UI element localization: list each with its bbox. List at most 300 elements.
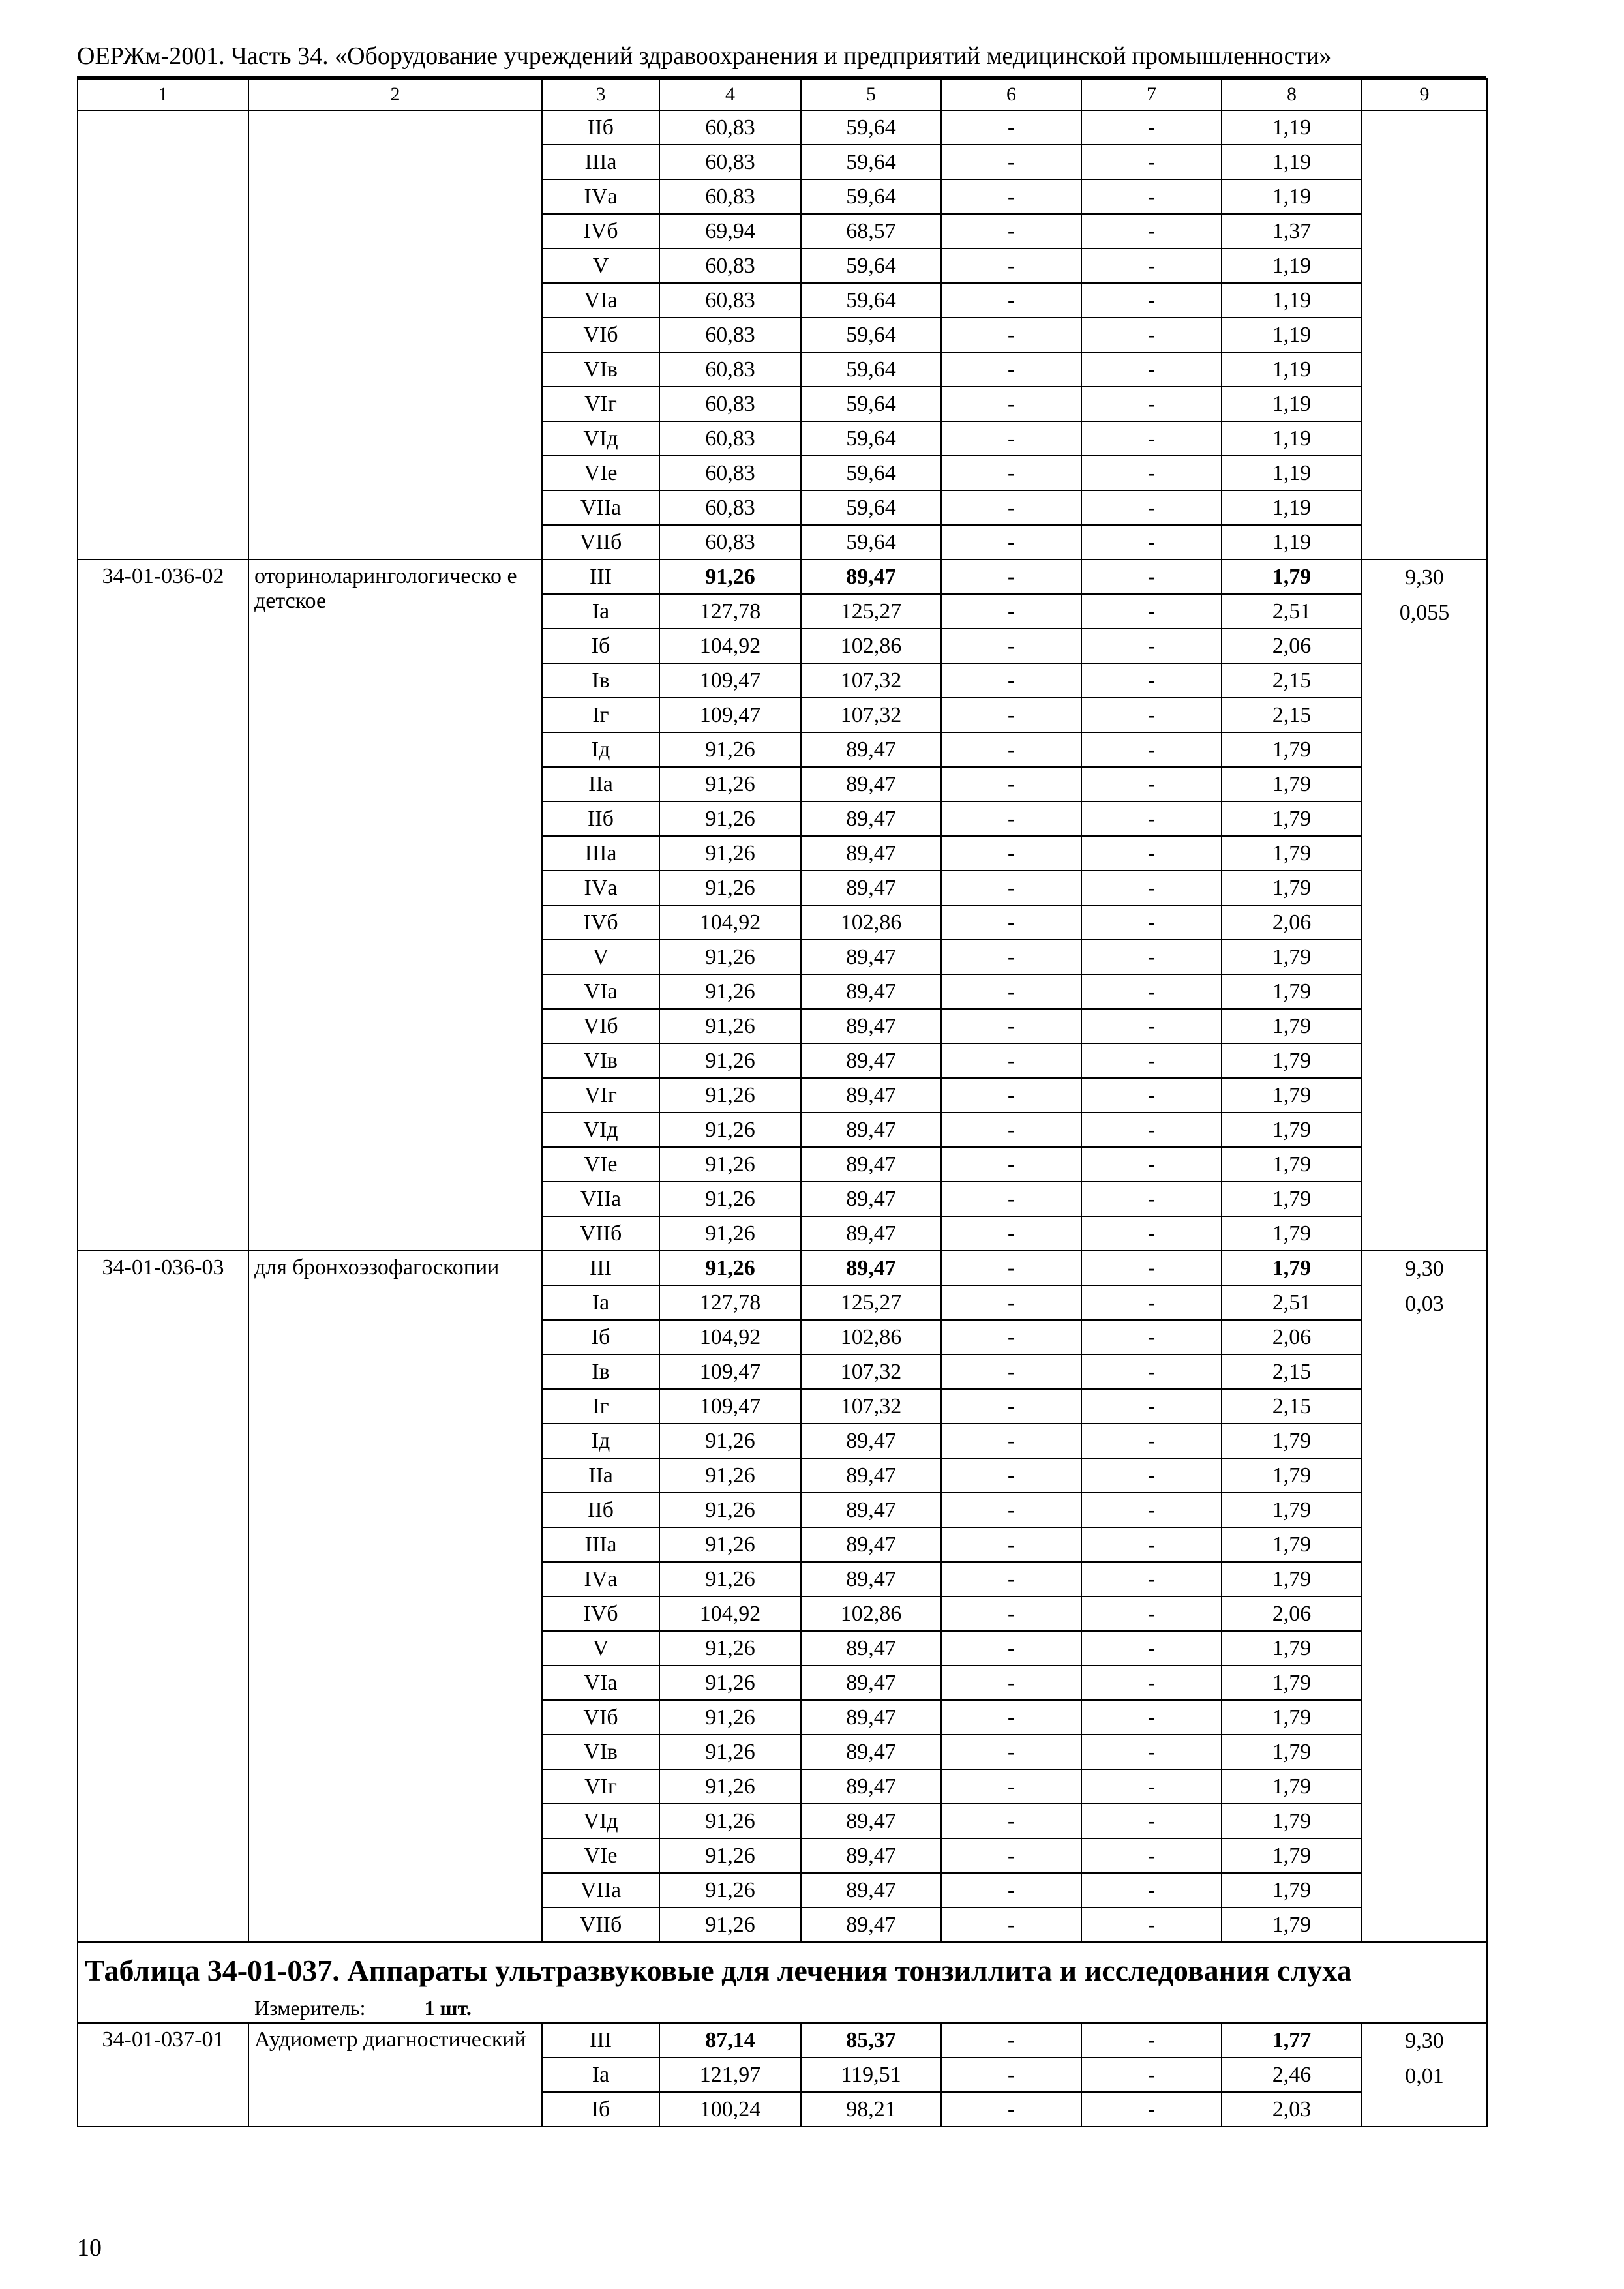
column-number: 6 [941, 79, 1081, 110]
value-cell-8: 1,19 [1222, 421, 1362, 456]
value-cell-6: - [941, 179, 1081, 214]
value-cell-4: 109,47 [659, 1354, 801, 1389]
zone-cell: Iа [542, 2057, 659, 2092]
zone-cell: Iб [542, 2092, 659, 2127]
value-cell-5: 59,64 [801, 248, 941, 283]
value-cell-6: - [941, 110, 1081, 145]
value-cell-7: - [1081, 974, 1222, 1009]
value-cell-8: 1,79 [1222, 1182, 1362, 1216]
value-cell-7: - [1081, 1908, 1222, 1942]
value-cell-5: 59,64 [801, 352, 941, 387]
value-cell-4: 91,26 [659, 1908, 801, 1942]
zone-cell: Iг [542, 698, 659, 732]
value-cell-5: 89,47 [801, 1043, 941, 1078]
zone-cell: VIа [542, 974, 659, 1009]
value-cell-5: 102,86 [801, 905, 941, 940]
value-cell-4: 91,26 [659, 1769, 801, 1804]
zone-cell: IIIа [542, 1527, 659, 1562]
value-cell-5: 89,47 [801, 1113, 941, 1147]
zone-cell: V [542, 1631, 659, 1666]
value-cell-4: 60,83 [659, 179, 801, 214]
value-cell-6: - [941, 1838, 1081, 1873]
row-code: 34-01-037-01 [78, 2023, 248, 2127]
col9-cell [1362, 560, 1487, 1251]
value-cell-4: 91,26 [659, 732, 801, 767]
value-cell-4: 91,26 [659, 1424, 801, 1458]
value-cell-6: - [941, 1700, 1081, 1735]
value-cell-7: - [1081, 1838, 1222, 1873]
column-number: 9 [1362, 79, 1487, 110]
value-cell-7: - [1081, 905, 1222, 940]
value-cell-7: - [1081, 1389, 1222, 1424]
value-cell-5: 89,47 [801, 1527, 941, 1562]
value-cell-8: 1,19 [1222, 352, 1362, 387]
value-cell-4: 91,26 [659, 1251, 801, 1285]
value-cell-6: - [941, 1804, 1081, 1838]
value-cell-7: - [1081, 387, 1222, 421]
value-cell-6: - [941, 836, 1081, 871]
value-cell-5: 89,47 [801, 1009, 941, 1043]
value-cell-6: - [941, 1769, 1081, 1804]
value-cell-4: 109,47 [659, 1389, 801, 1424]
value-cell-6: - [941, 1354, 1081, 1389]
zone-cell: IIIа [542, 836, 659, 871]
value-cell-6: - [941, 732, 1081, 767]
value-cell-6: - [941, 767, 1081, 801]
value-cell-7: - [1081, 1078, 1222, 1113]
value-cell-8: 1,19 [1222, 248, 1362, 283]
value-cell-4: 127,78 [659, 1285, 801, 1320]
value-cell-4: 60,83 [659, 387, 801, 421]
price-table [77, 78, 1488, 2127]
value-cell-6: - [941, 525, 1081, 560]
value-cell-6: - [941, 560, 1081, 594]
value-cell-4: 91,26 [659, 1735, 801, 1769]
value-cell-6: - [941, 1493, 1081, 1527]
value-cell-8: 1,19 [1222, 525, 1362, 560]
value-cell-7: - [1081, 1596, 1222, 1631]
value-cell-5: 89,47 [801, 767, 941, 801]
value-cell-5: 59,64 [801, 421, 941, 456]
zone-cell: V [542, 248, 659, 283]
zone-cell: IVа [542, 1562, 659, 1596]
value-cell-4: 91,26 [659, 836, 801, 871]
value-cell-7: - [1081, 456, 1222, 490]
value-cell-6: - [941, 871, 1081, 905]
value-cell-6: - [941, 1631, 1081, 1666]
value-cell-5: 89,47 [801, 1873, 941, 1908]
value-cell-8: 2,06 [1222, 1596, 1362, 1631]
zone-cell: IIб [542, 1493, 659, 1527]
value-cell-4: 60,83 [659, 490, 801, 525]
value-cell-8: 2,51 [1222, 594, 1362, 629]
value-cell-6: - [941, 456, 1081, 490]
value-cell-4: 104,92 [659, 1320, 801, 1354]
row-code [78, 110, 248, 560]
value-cell-8: 1,79 [1222, 940, 1362, 974]
zone-cell: Iб [542, 1320, 659, 1354]
value-cell-7: - [1081, 1043, 1222, 1078]
value-cell-4: 69,94 [659, 214, 801, 248]
value-cell-8: 2,06 [1222, 629, 1362, 663]
value-cell-5: 89,47 [801, 1216, 941, 1251]
value-cell-7: - [1081, 1182, 1222, 1216]
zone-cell: IIб [542, 801, 659, 836]
value-cell-6: - [941, 1043, 1081, 1078]
value-cell-4: 91,26 [659, 1458, 801, 1493]
column-number: 1 [78, 79, 248, 110]
zone-cell: VIа [542, 283, 659, 318]
value-cell-6: - [941, 318, 1081, 352]
value-cell-8: 1,19 [1222, 179, 1362, 214]
value-cell-8: 2,03 [1222, 2092, 1362, 2127]
value-cell-4: 91,26 [659, 1838, 801, 1873]
zone-cell: Iа [542, 594, 659, 629]
value-cell-6: - [941, 629, 1081, 663]
zone-cell: VIб [542, 318, 659, 352]
value-cell-4: 60,83 [659, 352, 801, 387]
value-cell-4: 91,26 [659, 1527, 801, 1562]
value-cell-5: 59,64 [801, 145, 941, 179]
value-cell-5: 59,64 [801, 318, 941, 352]
value-cell-5: 89,47 [801, 560, 941, 594]
row-code: 34-01-036-03 [78, 1251, 248, 1942]
col9-value: 9,30 [1405, 1257, 1444, 1281]
value-cell-8: 1,79 [1222, 1838, 1362, 1873]
value-cell-5: 59,64 [801, 490, 941, 525]
col9-value: 0,055 [1399, 601, 1450, 625]
zone-cell: IVа [542, 871, 659, 905]
value-cell-5: 89,47 [801, 1735, 941, 1769]
value-cell-4: 60,83 [659, 248, 801, 283]
value-cell-6: - [941, 1113, 1081, 1147]
value-cell-5: 89,47 [801, 1908, 941, 1942]
value-cell-6: - [941, 1908, 1081, 1942]
table-row [78, 2023, 1487, 2057]
value-cell-4: 104,92 [659, 905, 801, 940]
value-cell-4: 91,26 [659, 1147, 801, 1182]
value-cell-7: - [1081, 2092, 1222, 2127]
value-cell-8: 1,79 [1222, 1908, 1362, 1942]
value-cell-7: - [1081, 1458, 1222, 1493]
value-cell-7: - [1081, 214, 1222, 248]
column-number: 2 [248, 79, 542, 110]
value-cell-5: 107,32 [801, 1354, 941, 1389]
value-cell-8: 1,79 [1222, 1666, 1362, 1700]
value-cell-8: 1,79 [1222, 1735, 1362, 1769]
value-cell-7: - [1081, 767, 1222, 801]
meter-row [85, 1994, 1486, 2022]
value-cell-8: 1,79 [1222, 1113, 1362, 1147]
value-cell-6: - [941, 2092, 1081, 2127]
zone-cell: IIб [542, 110, 659, 145]
col9-value: 9,30 [1405, 2029, 1444, 2053]
value-cell-7: - [1081, 871, 1222, 905]
value-cell-4: 91,26 [659, 1043, 801, 1078]
value-cell-7: - [1081, 1424, 1222, 1458]
value-cell-6: - [941, 283, 1081, 318]
value-cell-4: 91,26 [659, 801, 801, 836]
value-cell-4: 109,47 [659, 663, 801, 698]
value-cell-7: - [1081, 1527, 1222, 1562]
value-cell-4: 91,26 [659, 1700, 801, 1735]
column-number: 7 [1081, 79, 1222, 110]
value-cell-7: - [1081, 1147, 1222, 1182]
value-cell-8: 1,79 [1222, 560, 1362, 594]
value-cell-4: 91,26 [659, 1804, 801, 1838]
value-cell-6: - [941, 1596, 1081, 1631]
zone-cell: VIв [542, 1043, 659, 1078]
zone-cell: III [542, 560, 659, 594]
value-cell-8: 2,15 [1222, 1389, 1362, 1424]
value-cell-4: 60,83 [659, 283, 801, 318]
value-cell-6: - [941, 1389, 1081, 1424]
value-cell-6: - [941, 801, 1081, 836]
zone-cell: III [542, 2023, 659, 2057]
caption-title: Таблица 34-01-037. Аппараты ультразвуковые для лечения тонзиллита и исследования слуха [85, 1954, 1352, 1987]
value-cell-8: 1,79 [1222, 732, 1362, 767]
value-cell-7: - [1081, 732, 1222, 767]
column-number: 5 [801, 79, 941, 110]
page-number: 10 [77, 2234, 102, 2262]
value-cell-4: 104,92 [659, 1596, 801, 1631]
row-name: Аудиометр диагностический [248, 2023, 542, 2127]
value-cell-4: 91,26 [659, 974, 801, 1009]
value-cell-7: - [1081, 1873, 1222, 1908]
value-cell-6: - [941, 1182, 1081, 1216]
value-cell-8: 2,15 [1222, 663, 1362, 698]
value-cell-4: 60,83 [659, 456, 801, 490]
table-row [78, 1251, 1487, 1285]
value-cell-8: 1,19 [1222, 283, 1362, 318]
value-cell-4: 91,26 [659, 1873, 801, 1908]
value-cell-8: 1,79 [1222, 1769, 1362, 1804]
value-cell-8: 1,79 [1222, 767, 1362, 801]
value-cell-4: 91,26 [659, 871, 801, 905]
value-cell-6: - [941, 1009, 1081, 1043]
table-row [78, 560, 1487, 594]
value-cell-6: - [941, 1216, 1081, 1251]
value-cell-5: 89,47 [801, 1769, 941, 1804]
zone-cell: VIе [542, 1147, 659, 1182]
value-cell-5: 89,47 [801, 1666, 941, 1700]
value-cell-7: - [1081, 663, 1222, 698]
value-cell-5: 85,37 [801, 2023, 941, 2057]
zone-cell: VIIб [542, 1216, 659, 1251]
value-cell-8: 1,77 [1222, 2023, 1362, 2057]
zone-cell: VIг [542, 387, 659, 421]
col9-value: 9,30 [1405, 565, 1444, 590]
value-cell-8: 1,19 [1222, 490, 1362, 525]
value-cell-8: 1,79 [1222, 871, 1362, 905]
value-cell-7: - [1081, 490, 1222, 525]
col9-value: 0,01 [1405, 2064, 1444, 2088]
value-cell-7: - [1081, 1769, 1222, 1804]
value-cell-6: - [941, 1562, 1081, 1596]
zone-cell: VIIа [542, 1182, 659, 1216]
value-cell-8: 2,15 [1222, 1354, 1362, 1389]
value-cell-4: 87,14 [659, 2023, 801, 2057]
row-code: 34-01-036-02 [78, 560, 248, 1251]
value-cell-5: 89,47 [801, 1631, 941, 1666]
value-cell-6: - [941, 974, 1081, 1009]
value-cell-6: - [941, 1527, 1081, 1562]
value-cell-4: 60,83 [659, 110, 801, 145]
value-cell-5: 102,86 [801, 1320, 941, 1354]
value-cell-5: 107,32 [801, 1389, 941, 1424]
value-cell-8: 1,79 [1222, 801, 1362, 836]
value-cell-7: - [1081, 1700, 1222, 1735]
value-cell-8: 1,79 [1222, 1631, 1362, 1666]
value-cell-4: 91,26 [659, 1562, 801, 1596]
value-cell-6: - [941, 905, 1081, 940]
value-cell-5: 102,86 [801, 1596, 941, 1631]
value-cell-7: - [1081, 110, 1222, 145]
value-cell-5: 68,57 [801, 214, 941, 248]
value-cell-8: 1,19 [1222, 110, 1362, 145]
column-number: 8 [1222, 79, 1362, 110]
value-cell-8: 1,79 [1222, 1527, 1362, 1562]
value-cell-4: 91,26 [659, 1078, 801, 1113]
zone-cell: VIIа [542, 1873, 659, 1908]
value-cell-5: 89,47 [801, 801, 941, 836]
zone-cell: VIг [542, 1769, 659, 1804]
value-cell-8: 1,79 [1222, 1873, 1362, 1908]
zone-cell: VIа [542, 1666, 659, 1700]
value-cell-6: - [941, 1147, 1081, 1182]
value-cell-4: 91,26 [659, 1182, 801, 1216]
value-cell-7: - [1081, 318, 1222, 352]
value-cell-8: 1,79 [1222, 1216, 1362, 1251]
value-cell-8: 2,06 [1222, 1320, 1362, 1354]
row-name: оториноларингологическо е детское [248, 560, 542, 1251]
zone-cell: VIв [542, 1735, 659, 1769]
zone-cell: VIIб [542, 1908, 659, 1942]
zone-cell: IIа [542, 1458, 659, 1493]
value-cell-6: - [941, 1666, 1081, 1700]
table-row [78, 110, 1487, 145]
value-cell-5: 89,47 [801, 940, 941, 974]
zone-cell: III [542, 1251, 659, 1285]
value-cell-7: - [1081, 1251, 1222, 1285]
value-cell-8: 1,79 [1222, 1147, 1362, 1182]
value-cell-4: 91,26 [659, 560, 801, 594]
value-cell-5: 89,47 [801, 871, 941, 905]
value-cell-5: 89,47 [801, 1182, 941, 1216]
value-cell-6: - [941, 421, 1081, 456]
value-cell-7: - [1081, 1562, 1222, 1596]
col9-cell [1362, 2023, 1487, 2127]
column-number: 4 [659, 79, 801, 110]
col9-cell [1362, 1251, 1487, 1942]
value-cell-8: 1,37 [1222, 214, 1362, 248]
value-cell-7: - [1081, 2023, 1222, 2057]
value-cell-7: - [1081, 1631, 1222, 1666]
zone-cell: Iа [542, 1285, 659, 1320]
value-cell-5: 89,47 [801, 1424, 941, 1458]
value-cell-7: - [1081, 1666, 1222, 1700]
value-cell-7: - [1081, 179, 1222, 214]
value-cell-8: 1,79 [1222, 836, 1362, 871]
value-cell-7: - [1081, 525, 1222, 560]
value-cell-8: 1,79 [1222, 1458, 1362, 1493]
value-cell-6: - [941, 1424, 1081, 1458]
value-cell-5: 59,64 [801, 525, 941, 560]
value-cell-6: - [941, 352, 1081, 387]
value-cell-4: 121,97 [659, 2057, 801, 2092]
value-cell-6: - [941, 1735, 1081, 1769]
value-cell-7: - [1081, 145, 1222, 179]
value-cell-7: - [1081, 1493, 1222, 1527]
value-cell-7: - [1081, 283, 1222, 318]
zone-cell: VIд [542, 1804, 659, 1838]
value-cell-6: - [941, 214, 1081, 248]
value-cell-4: 127,78 [659, 594, 801, 629]
zone-cell: IVб [542, 214, 659, 248]
zone-cell: Iб [542, 629, 659, 663]
value-cell-5: 98,21 [801, 2092, 941, 2127]
value-cell-7: - [1081, 836, 1222, 871]
value-cell-4: 60,83 [659, 145, 801, 179]
zone-cell: IVа [542, 179, 659, 214]
value-cell-8: 1,79 [1222, 1804, 1362, 1838]
zone-cell: VIб [542, 1009, 659, 1043]
value-cell-6: - [941, 663, 1081, 698]
value-cell-8: 1,79 [1222, 1251, 1362, 1285]
value-cell-8: 1,19 [1222, 318, 1362, 352]
value-cell-6: - [941, 2023, 1081, 2057]
value-cell-5: 119,51 [801, 2057, 941, 2092]
value-cell-8: 2,06 [1222, 905, 1362, 940]
value-cell-4: 109,47 [659, 698, 801, 732]
value-cell-6: - [941, 490, 1081, 525]
value-cell-5: 59,64 [801, 283, 941, 318]
value-cell-4: 91,26 [659, 1113, 801, 1147]
zone-cell: VIд [542, 421, 659, 456]
zone-cell: Iв [542, 663, 659, 698]
value-cell-7: - [1081, 629, 1222, 663]
value-cell-7: - [1081, 801, 1222, 836]
meter-value: 1 шт. [424, 1996, 472, 2020]
value-cell-7: - [1081, 352, 1222, 387]
row-name [248, 110, 542, 560]
value-cell-4: 91,26 [659, 1666, 801, 1700]
value-cell-7: - [1081, 594, 1222, 629]
value-cell-6: - [941, 2057, 1081, 2092]
zone-cell: Iд [542, 732, 659, 767]
value-cell-8: 2,15 [1222, 698, 1362, 732]
value-cell-5: 107,32 [801, 698, 941, 732]
value-cell-6: - [941, 940, 1081, 974]
value-cell-6: - [941, 248, 1081, 283]
table-caption [78, 1942, 1487, 2023]
zone-cell: VIе [542, 1838, 659, 1873]
value-cell-5: 89,47 [801, 1078, 941, 1113]
zone-cell: IIа [542, 767, 659, 801]
value-cell-6: - [941, 1320, 1081, 1354]
value-cell-5: 125,27 [801, 1285, 941, 1320]
value-cell-6: - [941, 387, 1081, 421]
value-cell-7: - [1081, 248, 1222, 283]
value-cell-7: - [1081, 560, 1222, 594]
zone-cell: VIе [542, 456, 659, 490]
value-cell-7: - [1081, 698, 1222, 732]
value-cell-4: 104,92 [659, 629, 801, 663]
row-name: для бронхоэзофагоскопии [248, 1251, 542, 1942]
value-cell-5: 89,47 [801, 1562, 941, 1596]
value-cell-7: - [1081, 1735, 1222, 1769]
value-cell-8: 2,46 [1222, 2057, 1362, 2092]
